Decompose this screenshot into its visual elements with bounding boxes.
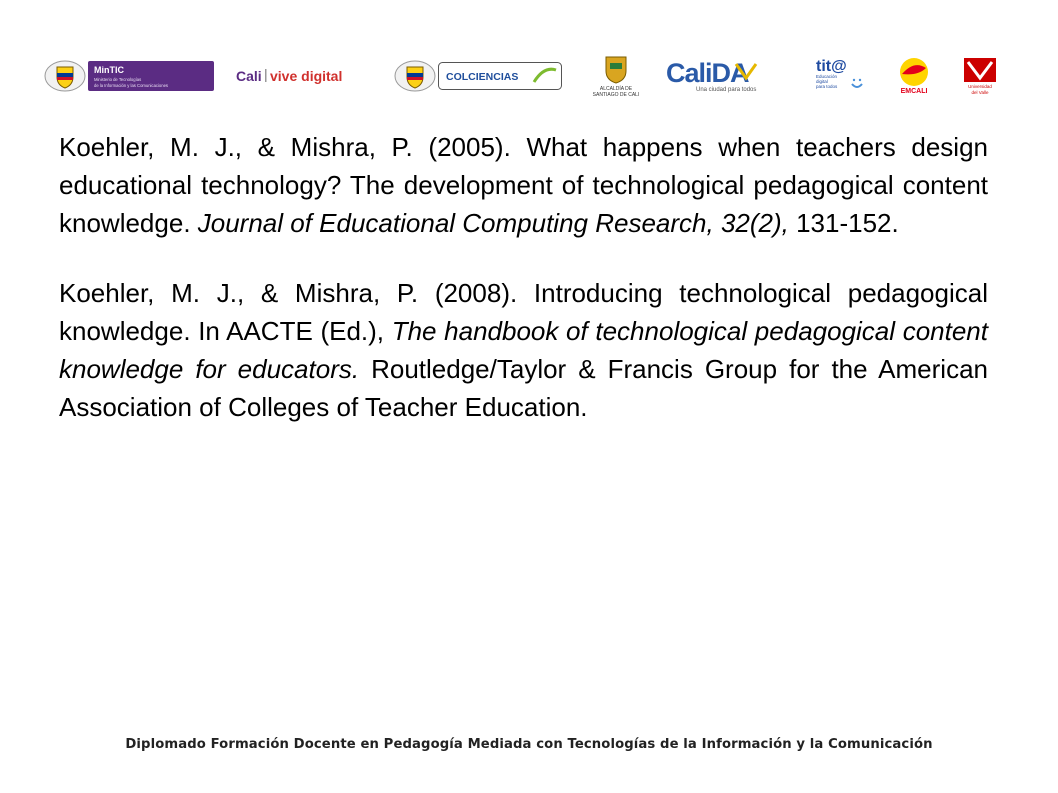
svg-text:Ministerio de Tecnologías: Ministerio de Tecnologías	[94, 77, 142, 82]
svg-text:digital: digital	[816, 79, 828, 84]
reference-publisher: Routledge/Taylor & Francis Group for the American Association of Colleges of Teacher Education.	[59, 354, 988, 422]
colciencias-text: COLCIENCIAS	[446, 71, 519, 83]
mintic-title: MinTIC	[94, 65, 124, 75]
reference-item	[59, 128, 988, 242]
svg-text:SANTIAGO DE CALI: SANTIAGO DE CALI	[592, 92, 640, 97]
svg-text:ALCALDÍA DE: ALCALDÍA DE	[599, 86, 633, 92]
colombia-shield-logo	[44, 55, 86, 97]
tita-logo	[812, 55, 870, 97]
svg-text:tit@: tit@	[816, 58, 847, 75]
svg-text:EMCALI: EMCALI	[900, 88, 928, 95]
mintic-logo	[88, 55, 214, 97]
svg-text:CaliDA: CaliDA	[666, 58, 749, 88]
univalle-logo	[958, 55, 1002, 97]
svg-text:para todos: para todos	[816, 84, 838, 89]
logo-bar	[44, 55, 1004, 97]
references-list	[59, 128, 988, 426]
svg-text:del Valle: del Valle	[971, 90, 989, 95]
reference-pages: 131-152.	[788, 208, 899, 238]
colombia-shield-logo-2	[394, 55, 436, 97]
reference-book-title: The handbook of technological pedagogical content knowledge for educators.	[59, 316, 988, 384]
svg-text:de la Información y las Comuni: de la Información y las Comunicaciones	[94, 83, 169, 88]
reference-journal: Journal of Educational Computing Research, 32(2),	[197, 208, 789, 238]
reference-item	[59, 274, 988, 426]
svg-text:Universidad: Universidad	[968, 84, 992, 89]
alcaldia-cali-logo	[584, 55, 648, 97]
reference-text: Koehler, M. J., & Mishra, P. (2005). What happens when teachers design educational technology? The development of technological pedagogical content knowledge.	[59, 132, 988, 238]
footer-caption: Diplomado Formación Docente en Pedagogía Mediada con Tecnologías de la Información y la Comunicación	[125, 737, 933, 752]
reference-text: Koehler, M. J., & Mishra, P. (2008). Introducing technological pedagogical knowledge. In AACTE (Ed.),	[59, 278, 988, 346]
emcali-logo	[892, 55, 938, 97]
vive-digital-logo	[236, 55, 376, 97]
svg-text:Educación: Educación	[816, 74, 838, 79]
svg-text:vive digital: vive digital	[270, 68, 343, 84]
svg-text:Una ciudad para todos: Una ciudad para todos	[696, 87, 757, 93]
colciencias-logo	[438, 55, 562, 97]
calida-logo	[666, 55, 788, 97]
svg-text:Cali: Cali	[236, 68, 262, 84]
